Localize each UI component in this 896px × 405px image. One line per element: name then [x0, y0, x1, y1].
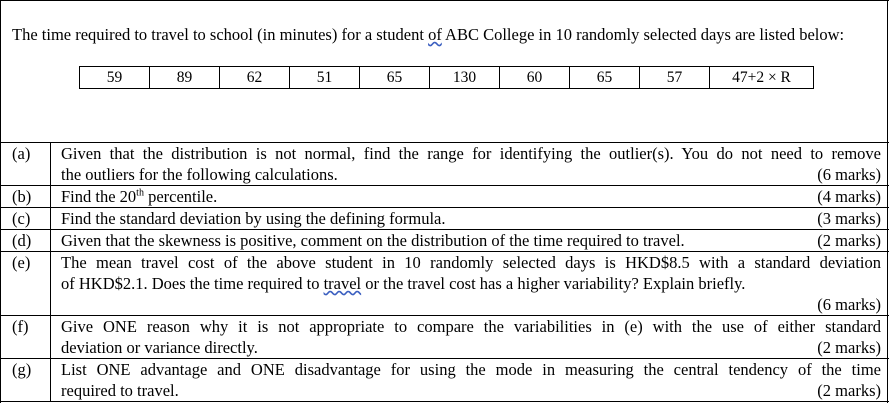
marks-label: (2 marks): [817, 338, 881, 357]
marks-label: (4 marks): [817, 187, 881, 206]
questions-table: [1, 143, 889, 402]
question-label: (e): [1, 252, 51, 315]
marks-label: (6 marks): [817, 165, 881, 184]
question-row-d: [1, 230, 889, 252]
question-label: (c): [1, 208, 51, 229]
question-text: Given that the distribution is not normal, find the range for identifying the outlier(s). You do not need to remove the outliers for the following calculations. (6 marks): [61, 144, 881, 184]
intro-paragraph: [12, 24, 884, 45]
marks-label: (2 marks): [817, 231, 881, 250]
top-border: [1, 0, 889, 1]
question-row-f: [1, 316, 889, 359]
table-cell: 65: [360, 67, 430, 89]
table-cell: 47+2 × R: [710, 67, 814, 89]
intro-underlined-word: of: [428, 25, 442, 44]
question-label: (f): [1, 316, 51, 358]
question-row-c: [1, 208, 889, 230]
question-label: (g): [1, 359, 51, 401]
intro-prefix: The time required to travel to school (in minutes) for a student: [12, 25, 429, 44]
question-text: Give ONE reason why it is not appropriate to compare the variabilities in (e) with the use of either standard deviation or variance directly. (2 marks): [61, 317, 881, 357]
table-cell: 130: [430, 67, 500, 89]
question-row-g: [1, 359, 889, 402]
question-text: Find the 20th percentile. (4 marks): [61, 187, 881, 206]
table-row: [80, 67, 814, 89]
table-cell: 62: [220, 67, 290, 89]
question-label: (d): [1, 230, 51, 251]
question-text: Given that the skewness is positive, comment on the distribution of the time required to travel. (2 marks): [61, 231, 881, 250]
question-text: The mean travel cost of the above student in 10 randomly selected days is HKD$8.5 with a standard deviation of HKD$2.1. Does the time required to travel or the travel cost has a higher variability? Explain briefly. (6 marks): [61, 253, 881, 314]
question-row-b: [1, 186, 889, 208]
question-text: List ONE advantage and ONE disadvantage for using the mode in measuring the central tendency of the time required to travel. (2 marks): [61, 360, 881, 400]
table-cell: 51: [290, 67, 360, 89]
table-cell: 65: [570, 67, 640, 89]
question-row-e: [1, 252, 889, 316]
question-label: (b): [1, 186, 51, 207]
marks-label: (6 marks): [817, 295, 881, 314]
table-cell: 60: [500, 67, 570, 89]
question-label: (a): [1, 143, 51, 185]
table-cell: 57: [640, 67, 710, 89]
travel-time-table: [79, 66, 814, 89]
intro-suffix: ABC College in 10 randomly selected days are listed below:: [441, 25, 845, 44]
marks-label: (3 marks): [817, 209, 881, 228]
table-cell: 89: [150, 67, 220, 89]
question-text: Find the standard deviation by using the defining formula. (3 marks): [61, 209, 881, 228]
table-cell: 59: [80, 67, 150, 89]
question-row-a: [1, 143, 889, 186]
marks-label: (2 marks): [817, 381, 881, 400]
